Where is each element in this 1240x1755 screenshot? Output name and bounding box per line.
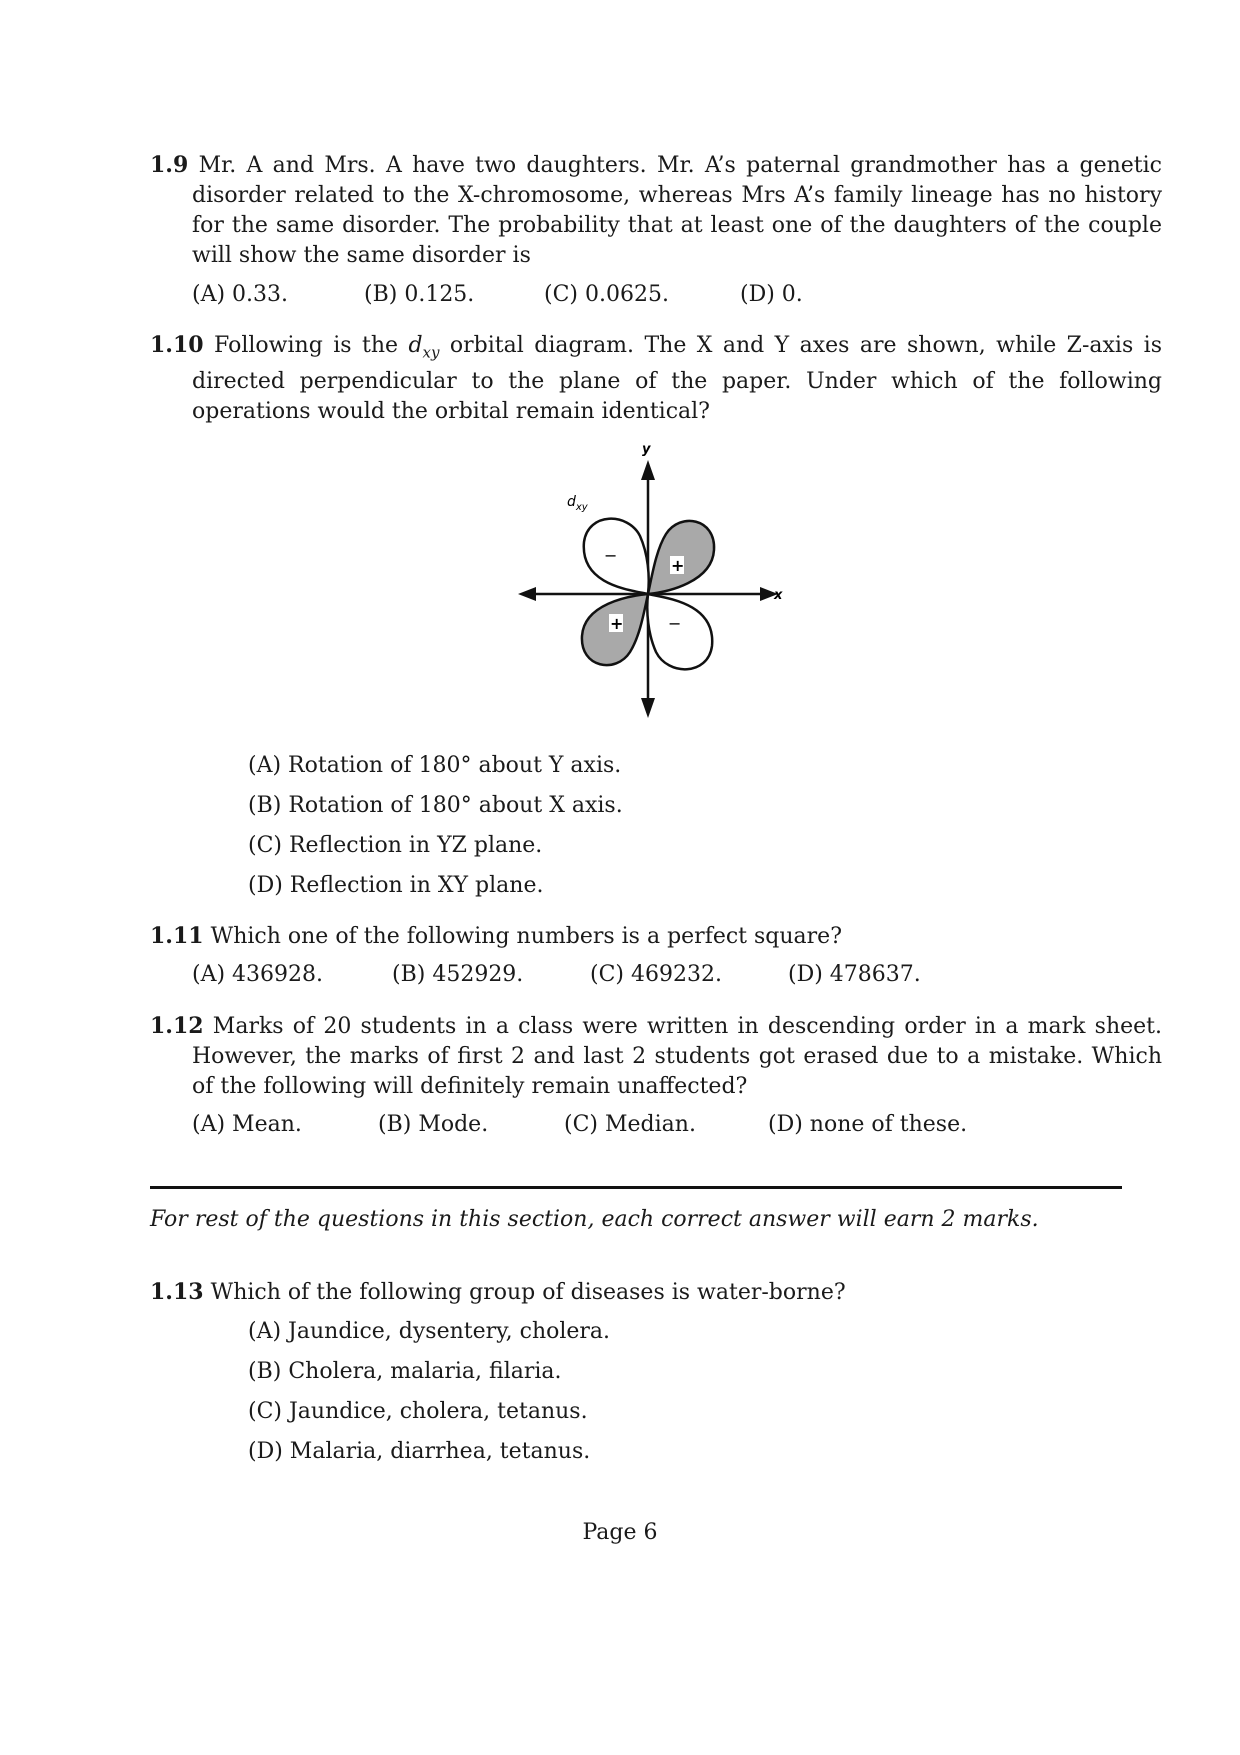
question-text: Marks of 20 students in a class were written in descending order in a mark sheet. However, the marks of first 2 and last 2 students got erased due to a mistake. Which of the following will definitely remain unaffected? <box>192 1014 1162 1099</box>
option-c[interactable]: (C) 0.0625. <box>544 282 669 307</box>
sign-minus-upper-left: − <box>604 546 618 565</box>
option-a[interactable]: (A) Mean. <box>192 1112 302 1137</box>
orbital-symbol: d <box>408 333 423 358</box>
option-c[interactable]: (C) Median. <box>564 1112 696 1137</box>
section-divider <box>150 1186 1122 1189</box>
option-b[interactable]: (B) 0.125. <box>364 282 475 307</box>
question-text-after: orbital diagram. The X and Y axes are shown, while Z-axis is directed perpendicular to the plane of the paper. Under which of the following operations would the orbital remain identical? <box>192 333 1162 425</box>
option-d[interactable]: (D) Reflection in XY plane. <box>248 873 544 898</box>
y-axis-arrow-up <box>641 460 655 480</box>
sign-minus-lower-right: − <box>668 614 682 633</box>
x-axis-label: x <box>774 588 783 603</box>
question-1-9 <box>150 150 1162 271</box>
options-1-11 <box>192 960 921 990</box>
question-number: 1.9 <box>150 152 189 178</box>
question-number: 1.11 <box>150 923 204 949</box>
section-note: For rest of the questions in this section, each correct answer will earn 2 marks. <box>150 1207 1039 1232</box>
option-c[interactable]: (C) Reflection in YZ plane. <box>248 833 543 858</box>
question-text-before: Following is the <box>214 333 409 358</box>
option-d[interactable]: (D) Malaria, diarrhea, tetanus. <box>248 1439 591 1464</box>
options-1-10 <box>248 751 623 911</box>
sign-plus-upper-right: + <box>671 556 685 575</box>
option-b[interactable]: (B) Mode. <box>378 1112 489 1137</box>
options-1-12 <box>192 1110 967 1140</box>
question-1-11 <box>150 921 1162 952</box>
option-c[interactable]: (C) Jaundice, cholera, tetanus. <box>248 1399 588 1424</box>
option-d[interactable]: (D) 478637. <box>788 962 921 987</box>
option-a[interactable]: (A) Jaundice, dysentery, cholera. <box>248 1319 611 1344</box>
option-b[interactable]: (B) 452929. <box>392 962 524 987</box>
page-number: Page 6 <box>582 1520 658 1545</box>
option-a[interactable]: (A) 436928. <box>192 962 324 987</box>
option-b[interactable]: (B) Rotation of 180° about X axis. <box>248 793 623 818</box>
dxy-orbital-diagram <box>510 440 810 730</box>
question-number: 1.13 <box>150 1279 204 1305</box>
option-b[interactable]: (B) Cholera, malaria, filaria. <box>248 1359 562 1384</box>
options-1-9 <box>192 280 803 310</box>
option-d[interactable]: (D) 0. <box>740 282 803 307</box>
question-text: Which of the following group of diseases is water-borne? <box>210 1280 846 1305</box>
option-d[interactable]: (D) none of these. <box>768 1112 968 1137</box>
question-1-10 <box>150 330 1162 427</box>
sign-plus-lower-left: + <box>610 614 624 633</box>
question-text: Mr. A and Mrs. A have two daughters. Mr. A’s paternal grandmother has a genetic disorder related to the X-chromosome, whereas Mrs A’s family lineage has no history for the same disorder. The probability that at least one of the daughters of the couple will show the same disorder is <box>192 153 1162 268</box>
y-axis-label: y <box>642 442 651 457</box>
x-axis-arrow-left <box>518 587 536 601</box>
question-number: 1.12 <box>150 1013 204 1039</box>
question-text: Which one of the following numbers is a perfect square? <box>210 924 842 949</box>
option-a[interactable]: (A) 0.33. <box>192 282 289 307</box>
option-a[interactable]: (A) Rotation of 180° about Y axis. <box>248 753 622 778</box>
option-c[interactable]: (C) 469232. <box>590 962 722 987</box>
orbital-subscript: xy <box>422 343 440 362</box>
orbital-label: $d_{xy}$ <box>567 494 588 513</box>
question-1-13 <box>150 1277 1162 1308</box>
question-number: 1.10 <box>150 332 204 358</box>
question-1-12 <box>150 1011 1162 1102</box>
y-axis-arrow-down <box>641 698 655 718</box>
options-1-13 <box>248 1317 610 1477</box>
